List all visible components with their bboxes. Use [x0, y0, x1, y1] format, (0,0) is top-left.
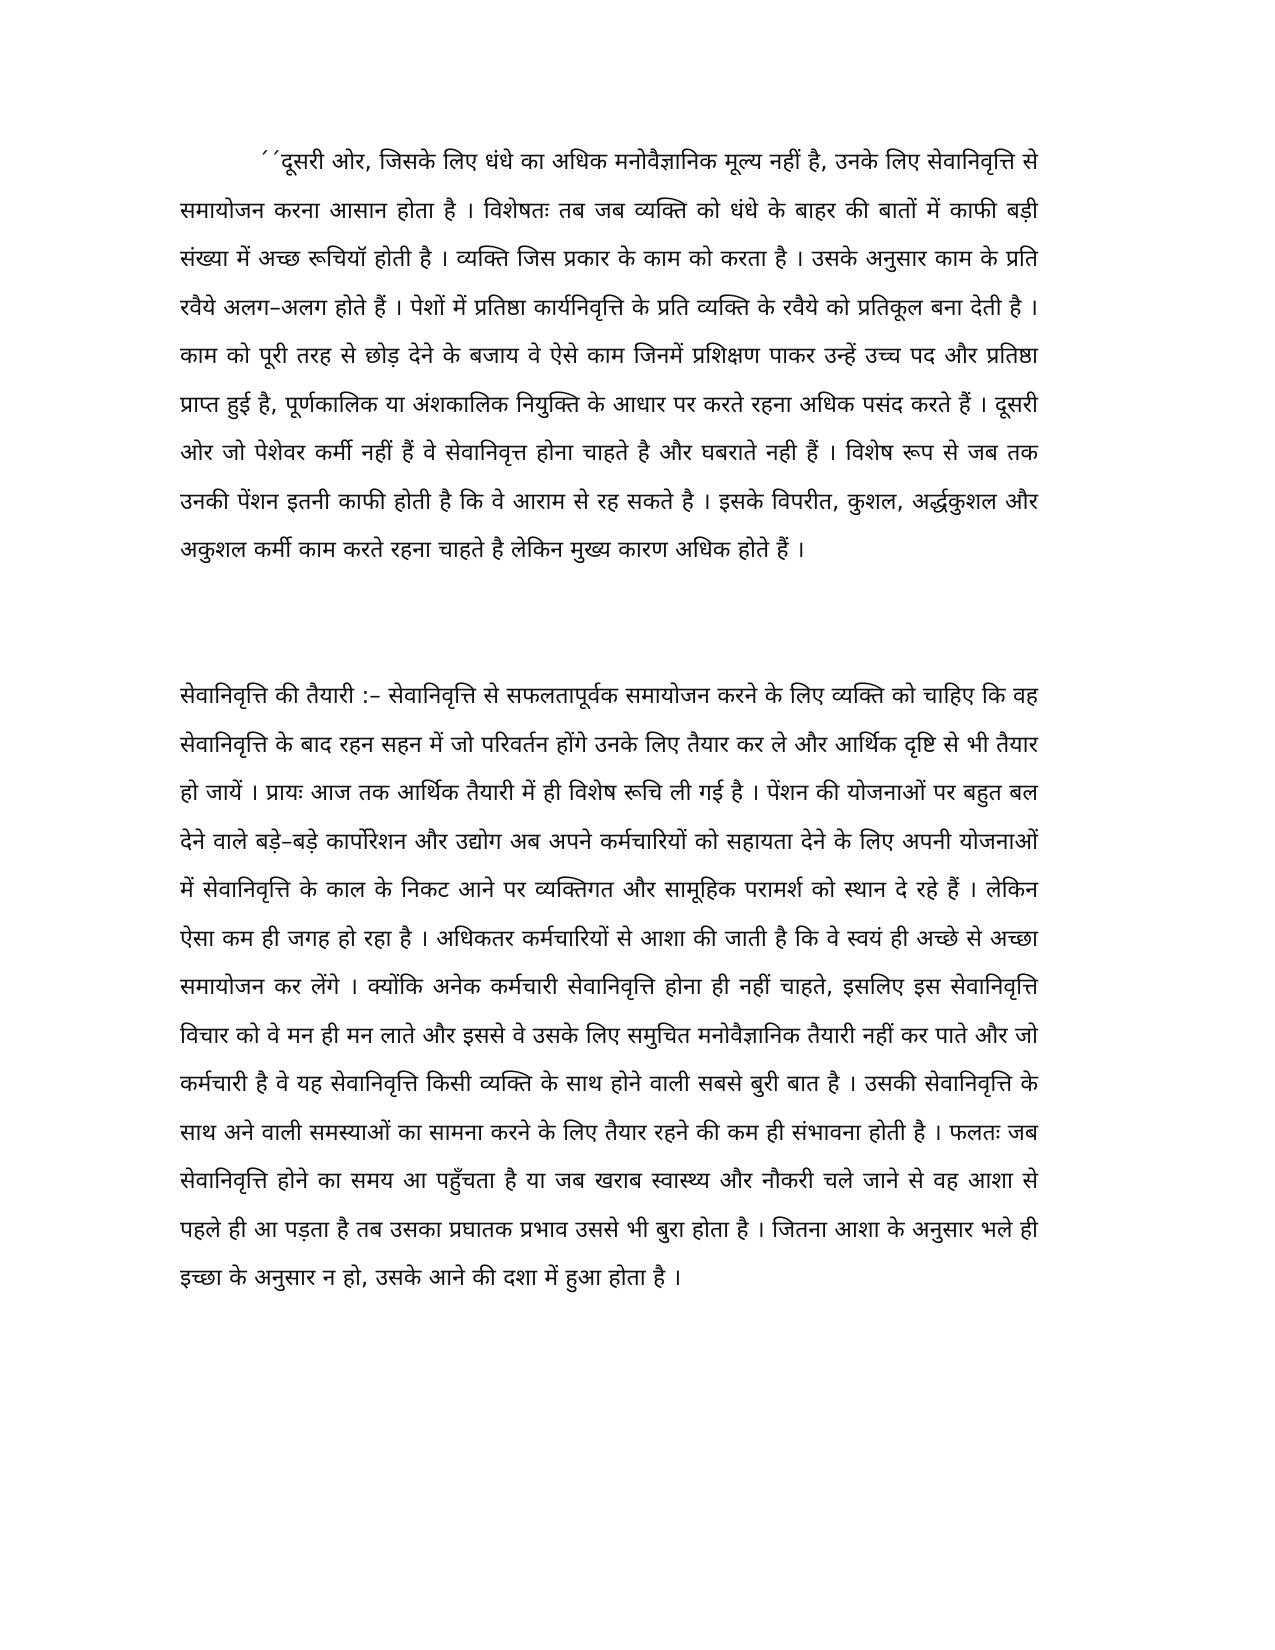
- paragraph-1: ´´दूसरी ओर, जिसके लिए धंधे का अधिक मनोवैज्ञानिक मूल्य नहीं है, उनके लिए सेवानिवृत्ति से समायोजन करना आसान होता है । विशेषतः तब जब व्यक्ति को धंधे के बाहर की बातों में काफी बड़ी संख्या में अच्छ रूचियॉ होती है । व्यक्ति जिस प्रकार के काम को करता है । उसके अनुसार काम के प्रति रवैये अलग–अलग होते हैं । पेशों में प्रतिष्ठा कार्यनिवृत्ति के प्रति व्यक्ति के रवैये को प्रतिकूल बना देती है । काम को पूरी तरह से छोड़ देने के बजाय वे ऐसे काम जिनमें प्रशिक्षण पाकर उन्हें उच्च पद और प्रतिष्ठा प्राप्त हुई है, पूर्णकालिक या अंशकालिक नियुक्ति के आधार पर करते रहना अधिक पसंद करते हैं । दूसरी ओर जो पेशेवर कर्मी नहीं हैं वे सेवानिवृत्त होना चाहते है और घबराते नही हैं । विशेष रूप से जब तक उनकी पेंशन इतनी काफी होती है कि वे आराम से रह सकते है । इसके विपरीत, कुशल, अर्द्धकुशल और अकुशल कर्मी काम करते रहना चाहते है लेकिन मुख्य कारण अधिक होते हैं ।: [180, 149, 1038, 563]
- paragraph-2: सेवानिवृत्ति की तैयारी :– सेवानिवृत्ति से सफलतापूर्वक समायोजन करने के लिए व्यक्ति को चाहिए कि वह सेवानिवृत्ति के बाद रहन सहन में जो परिवर्तन होंगे उनके लिए तैयार कर ले और आर्थिक दृष्टि से भी तैयार हो जायें । प्रायः आज तक आर्थिक तैयारी में ही विशेष रूचि ली गई है । पेंशन की योजनाओं पर बहुत बल देने वाले बड़े–बड़े कार्पोरेशन और उद्योग अब अपने कर्मचारियों को सहायता देने के लिए अपनी योजनाओं में सेवानिवृत्ति के काल के निकट आने पर व्यक्तिगत और सामूहिक परामर्श को स्थान दे रहे हैं । लेकिन ऐसा कम ही जगह हो रहा है । अधिकतर कर्मचारियों से आशा की जाती है कि वे स्वयं ही अच्छे से अच्छा समायोजन कर लेंगे । क्योंकि अनेक कर्मचारी सेवानिवृत्ति होना ही नहीं चाहते, इसलिए इस सेवानिवृत्ति विचार को वे मन ही मन लाते और इससे वे उसके लिए समुचित मनोवैज्ञानिक तैयारी नहीं कर पाते और जो कर्मचारी है वे यह सेवानिवृत्ति किसी व्यक्ति के साथ होने वाली सबसे बुरी बात है । उसकी सेवानिवृत्ति के साथ अने वाली समस्याओं का सामना करने के लिए तैयार रहने की कम ही संभावना होती है । फलतः जब सेवानिवृत्ति होने का समय आ पहुँचता है या जब खराब स्वास्थ्य और नौकरी चले जाने से वह आशा से पहले ही आ पड़ता है तब उसका प्रघातक प्रभाव उससे भी बुरा होता है । जितना आशा के अनुसार भले ही इच्छा के अनुसार न हो, उसके आने की दशा में हुआ होता है ।: [180, 683, 1038, 1291]
